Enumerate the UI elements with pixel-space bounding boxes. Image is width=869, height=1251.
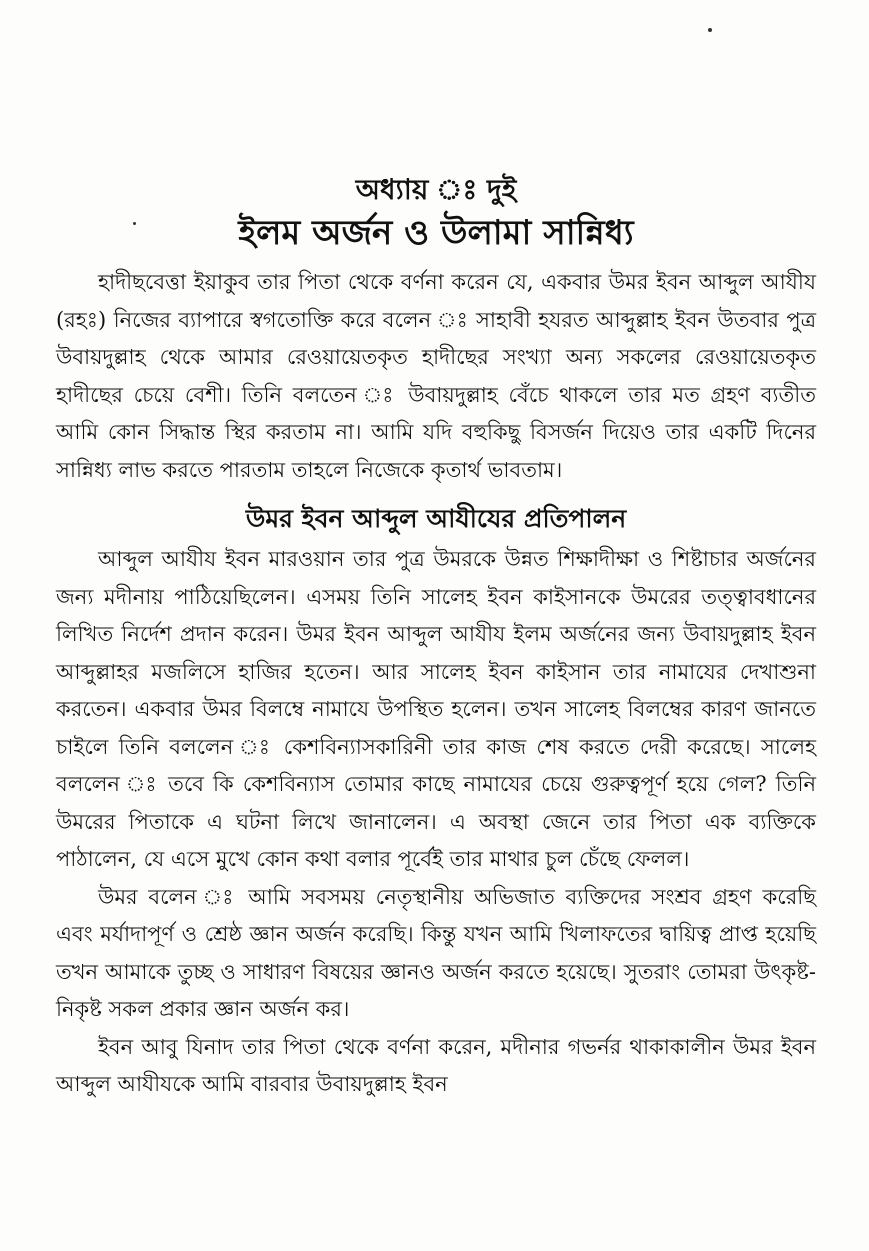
section-heading: উমর ইবন আব্দুল আযীযের প্রতিপালন	[245, 504, 627, 533]
chapter-label: অধ্যায় ঃ দুই	[355, 173, 517, 206]
paragraph: হাদীছবেত্তা ইয়াকুব তার পিতা থেকে বর্ণনা করেন যে, একবার উমর ইবন আব্দুল আযীয (রহঃ) নিজের ব্যাপারে স্বগতোক্তি করে বলেন ঃ সাহাবী হযরত আব্দুল্লাহ ইবন উতবার পুত্র উবায়দুল্লাহ থেকে আমার রেওয়ায়েতকৃত হাদীছের সংখ্যা অন্য সকলের রেওয়ায়েতকৃত হাদীছের চেয়ে বেশী। তিনি বলতেন ঃ উবায়দুল্লাহ বেঁচে থাকলে তার মত গ্রহণ ব্যতীত আমি কোন সিদ্ধান্ত স্থির করতাম না। আমি যদি বহুকিছু বিসর্জন দিয়েও তার একটি দিনের সান্নিধ্য লাভ করতে পারতাম তাহলে নিজেকে কৃতার্থ ভাবতাম।	[56, 270, 816, 482]
print-speck	[708, 28, 712, 32]
paragraph: আব্দুল আযীয ইবন মারওয়ান তার পুত্র উমরকে উন্নত শিক্ষাদীক্ষা ও শিষ্টাচার অর্জনের জন্য মদীনায় পাঠিয়েছিলেন। এসময় তিনি সালেহ ইবন কাইসানকে উমরের তত্ত্বাবধানের লিখিত নির্দেশ প্রদান করেন। উমর ইবন আব্দুল আযীয ইলম অর্জনের জন্য উবায়দুল্লাহ ইবন আব্দুল্লাহর মজলিসে হাজির হতেন। আর সালেহ ইবন কাইসান তার নামাযের দেখাশুনা করতেন। একবার উমর বিলম্বে নামাযে উপস্থিত হলেন। তখন সালেহ বিলম্বের কারণ জানতে চাইলে তিনি বললেন ঃ কেশবিন্যাসকারিনী তার কাজ শেষ করতে দেরী করেছে। সালেহ বললেন ঃ তবে কি কেশবিন্যাস তোমার কাছে নামাযের চেয়ে গুরুত্বপূর্ণ হয়ে গেল? তিনি উমরের পিতাকে এ ঘটনা লিখে জানালেন। এ অবস্থা জেনে তার পিতা এক ব্যক্তিকে পাঠালেন, যে এসে মুখে কোন কথা বলার পূর্বেই তার মাথার চুল চেঁছে ফেলল।	[56, 547, 816, 871]
paragraph: ইবন আবু যিনাদ তার পিতা থেকে বর্ণনা করেন, মদীনার গভর্নর থাকাকালীন উমর ইবন আব্দুল আযীযকে আমি বারবার উবায়দুল্লাহ ইবন	[56, 1034, 816, 1096]
page-content	[56, 170, 816, 1104]
paragraph: উমর বলেন ঃ আমি সবসময় নেতৃস্থানীয় অভিজাত ব্যক্তিদের সংশ্রব গ্রহণ করেছি এবং মর্যাদাপূর্ণ ও শ্রেষ্ঠ জ্ঞান অর্জন করেছি। কিন্তু যখন আমি খিলাফতের দ্বায়িত্ব প্রাপ্ত হয়েছি তখন আমাকে তুচ্ছ ও সাধারণ বিষয়ের জ্ঞানও অর্জন করতে হয়েছে। সুতরাং তোমরা উৎকৃষ্ট-নিকৃষ্ট সকল প্রকার জ্ঞান অর্জন কর।	[56, 884, 816, 1021]
chapter-title: ইলম অর্জন ও উলামা সান্নিধ্য	[238, 213, 634, 253]
